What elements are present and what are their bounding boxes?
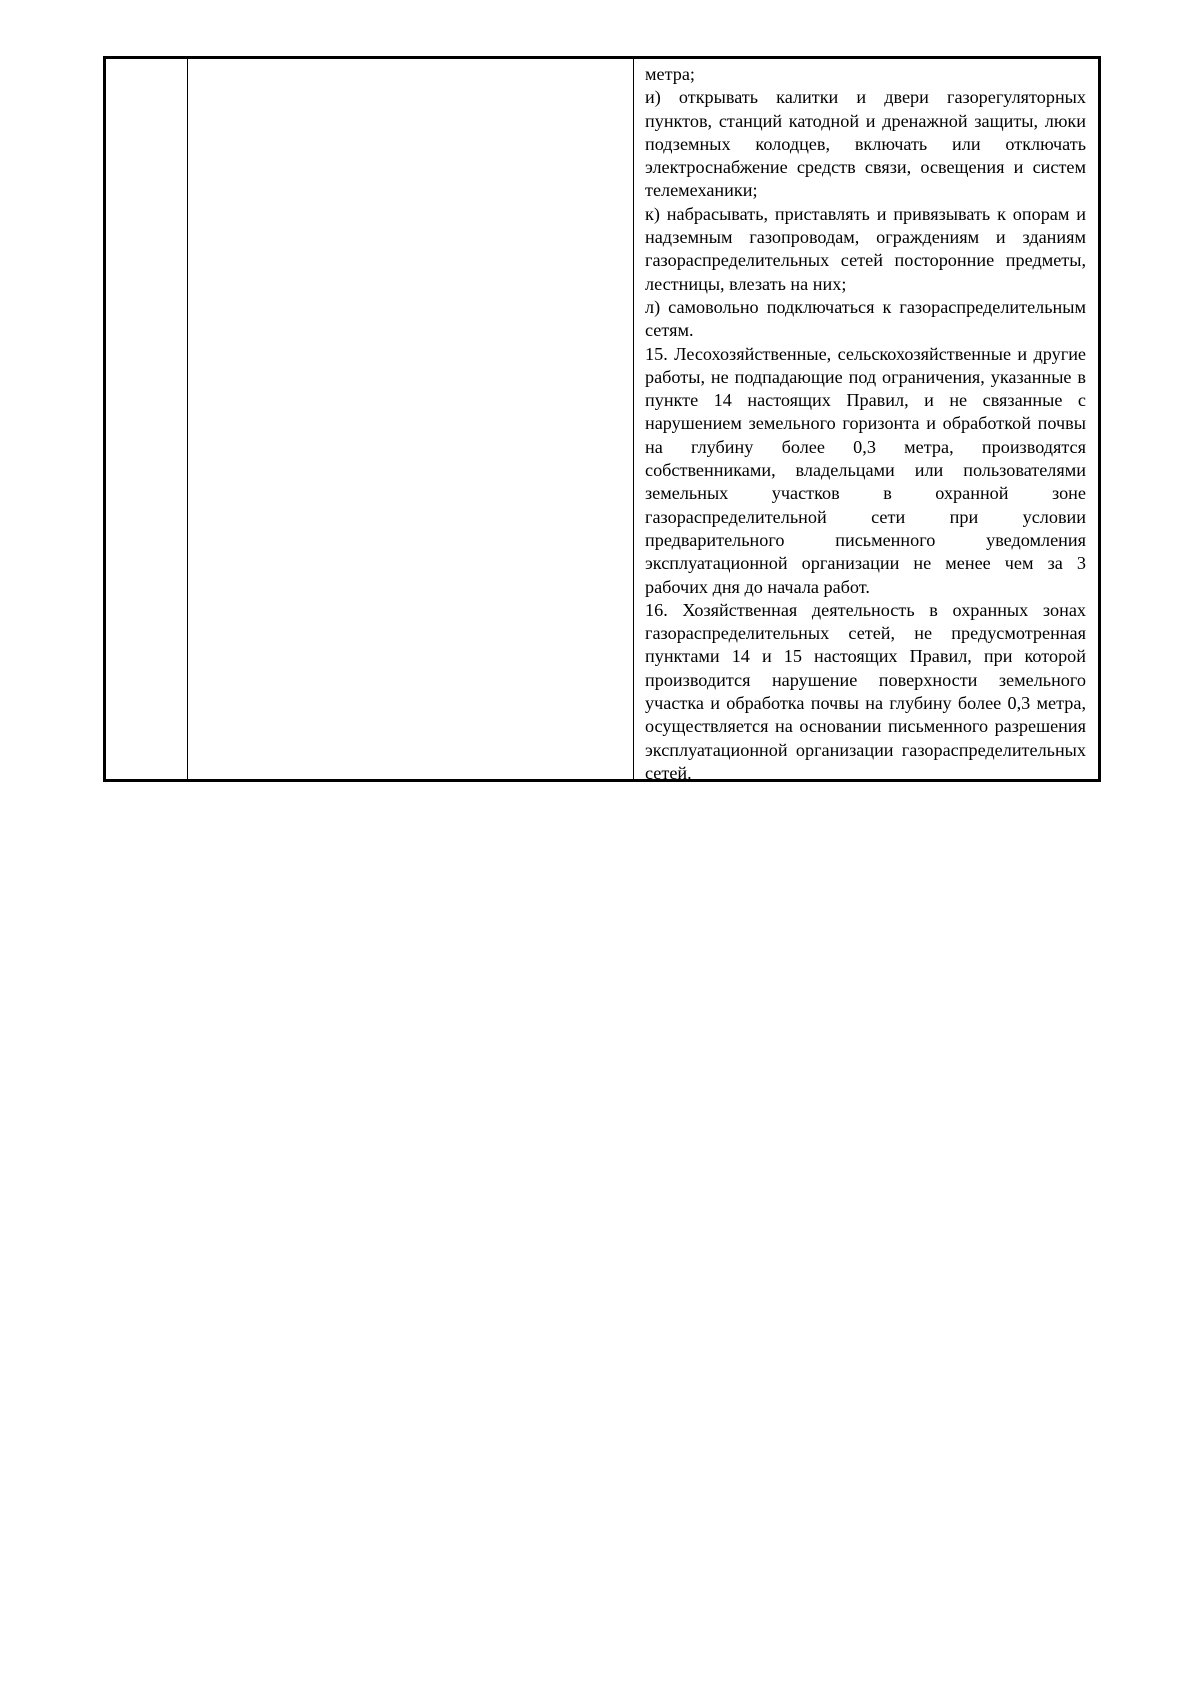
paragraph-clause-16: 16. Хозяйственная деятельность в охранных зонах газораспределительных сетей, не предусмотренная пунктами 14 и 15 настоящих Правил, при которой производится нарушение поверхности земельного участка и обработка почвы на глубину более 0,3 метра, осуществляется на основании письменного разрешения эксплуатационной организации газораспределительных сетей. — [645, 599, 1086, 783]
document-table — [103, 56, 1101, 782]
table-column-content — [634, 59, 1098, 783]
paragraph-clause-15: 15. Лесохозяйственные, сельскохозяйственные и другие работы, не подпадающие под ограничения, указанные в пункте 14 настоящих Правил, и не связанные с нарушением земельного горизонта и обработкой почвы на глубину более 0,3 метра, производятся собственниками, владельцами или пользователями земельных участков в охранной зоне газораспределительной сети при условии предварительного письменного уведомления эксплуатационной организации не менее чем за 3 рабочих дня до начала работ. — [645, 343, 1086, 597]
paragraph-continuation: метра; — [645, 64, 695, 84]
table-column-title — [188, 59, 634, 779]
table-column-number — [106, 59, 188, 779]
paragraph-item-l: л) самовольно подключаться к газораспределительным сетям. — [645, 296, 1086, 341]
paragraph-item-i: и) открывать калитки и двери газорегуляторных пунктов, станций катодной и дренажной защиты, люки подземных колодцев, включать или отключать электроснабжение средств связи, освещения и систем телемеханики; — [645, 87, 1086, 201]
paragraph-item-k: к) набрасывать, приставлять и привязывать к опорам и надземным газопроводам, ограждениям и зданиям газораспределительных сетей посторонние предметы, лестницы, влезать на них; — [645, 203, 1086, 294]
